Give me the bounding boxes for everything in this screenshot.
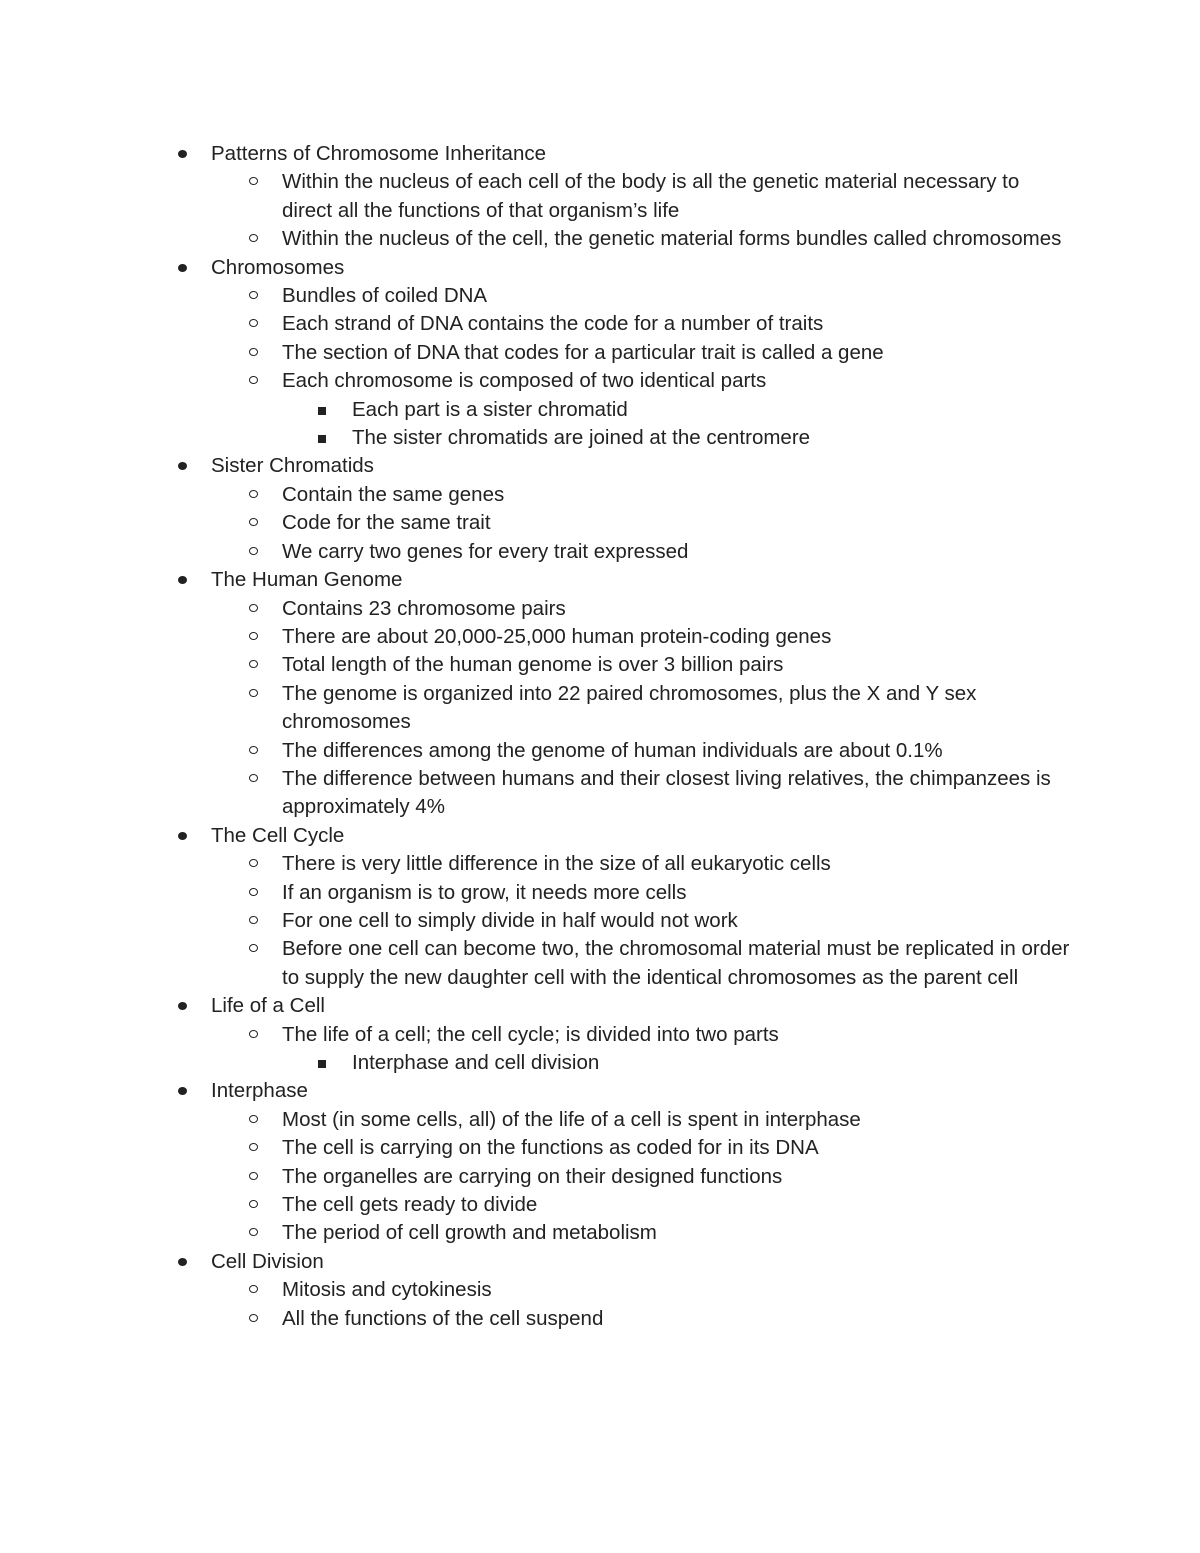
section-heading-text: The Human Genome xyxy=(211,568,403,592)
list-item-text: Contains 23 chromosome pairs xyxy=(282,596,566,620)
section-heading xyxy=(0,1248,1071,1276)
list-item-text: For one cell to simply divide in half would not work xyxy=(282,908,738,932)
list-item-text: The life of a cell; the cell cycle; is divided into two parts xyxy=(282,1022,779,1046)
list-item-text: If an organism is to grow, it needs more cells xyxy=(282,880,687,904)
hollow-bullet-icon xyxy=(249,859,258,867)
filled-bullet-icon xyxy=(178,150,187,158)
hollow-bullet-icon xyxy=(249,746,258,754)
hollow-bullet-icon xyxy=(249,916,258,924)
square-bullet-icon xyxy=(318,435,326,443)
filled-bullet-icon xyxy=(178,576,187,584)
list-item xyxy=(0,765,1072,822)
list-item-text: The period of cell growth and metabolism xyxy=(282,1221,657,1245)
list-item xyxy=(0,1305,1072,1333)
list-item-text: Each strand of DNA contains the code for a number of traits xyxy=(282,312,824,336)
list-item xyxy=(0,595,1072,623)
hollow-bullet-icon xyxy=(249,319,258,327)
section-heading xyxy=(0,1077,1071,1105)
section-heading xyxy=(0,452,1071,480)
sub-list-item xyxy=(0,424,1072,452)
section-heading-text: Life of a Cell xyxy=(211,994,325,1018)
outline-list xyxy=(0,140,1200,1333)
list-item xyxy=(0,1106,1072,1134)
list-item-text: The cell is carrying on the functions as coded for in its DNA xyxy=(282,1136,819,1160)
list-item xyxy=(0,481,1072,509)
list-item-text: The section of DNA that codes for a particular trait is called a gene xyxy=(282,340,884,364)
filled-bullet-icon xyxy=(178,832,187,840)
hollow-bullet-icon xyxy=(249,348,258,356)
list-item-text: The differences among the genome of human individuals are about 0.1% xyxy=(282,738,943,762)
section-heading xyxy=(0,254,1071,282)
list-item-text: There are about 20,000-25,000 human protein-coding genes xyxy=(282,624,832,648)
list-item xyxy=(0,1134,1072,1162)
sub-list-item-text: The sister chromatids are joined at the centromere xyxy=(352,426,811,450)
hollow-bullet-icon xyxy=(249,944,258,952)
list-item-text: Bundles of coiled DNA xyxy=(282,284,488,308)
list-item xyxy=(0,225,1072,253)
list-item-text: Code for the same trait xyxy=(282,511,491,535)
list-item-text: The organelles are carrying on their designed functions xyxy=(282,1164,783,1188)
hollow-bullet-icon xyxy=(249,177,258,185)
section-heading-text: The Cell Cycle xyxy=(211,823,345,847)
list-item xyxy=(0,282,1072,310)
list-item-text: We carry two genes for every trait expressed xyxy=(282,539,689,563)
section-heading-text: Cell Division xyxy=(211,1249,324,1273)
sub-list-item-text: Each part is a sister chromatid xyxy=(352,397,628,421)
hollow-bullet-icon xyxy=(249,234,258,242)
hollow-bullet-icon xyxy=(249,660,258,668)
sub-list-item xyxy=(0,396,1072,424)
list-item xyxy=(0,850,1072,878)
hollow-bullet-icon xyxy=(249,376,258,384)
list-item-text: There is very little difference in the size of all eukaryotic cells xyxy=(282,852,831,876)
filled-bullet-icon xyxy=(178,1087,187,1095)
list-item-text: Each chromosome is composed of two identical parts xyxy=(282,369,767,393)
list-item xyxy=(0,680,1072,737)
list-item xyxy=(0,1163,1072,1191)
section-heading-text: Chromosomes xyxy=(211,255,345,279)
list-item-text: Within the nucleus of the cell, the genetic material forms bundles called chromosomes xyxy=(282,227,1062,251)
list-item-text: Before one cell can become two, the chromosomal material must be replicated in order to supply the new daughter cell with the identical chromosomes as the parent cell xyxy=(282,937,1070,989)
hollow-bullet-icon xyxy=(249,547,258,555)
filled-bullet-icon xyxy=(178,264,187,272)
hollow-bullet-icon xyxy=(249,1172,258,1180)
list-item xyxy=(0,623,1072,651)
hollow-bullet-icon xyxy=(249,774,258,782)
hollow-bullet-icon xyxy=(249,1143,258,1151)
section-heading-text: Patterns of Chromosome Inheritance xyxy=(211,142,546,165)
hollow-bullet-icon xyxy=(249,689,258,697)
hollow-bullet-icon xyxy=(249,632,258,640)
list-item-text: Total length of the human genome is over 3 billion pairs xyxy=(282,653,784,677)
sub-list-item-text: Interphase and cell division xyxy=(352,1051,600,1074)
list-item xyxy=(0,538,1072,566)
hollow-bullet-icon xyxy=(249,1314,258,1322)
list-item xyxy=(0,879,1072,907)
list-item xyxy=(0,310,1072,338)
list-item-text: Contain the same genes xyxy=(282,482,505,506)
list-item xyxy=(0,367,1072,395)
hollow-bullet-icon xyxy=(249,291,258,299)
list-item xyxy=(0,1219,1072,1247)
list-item-text: All the functions of the cell suspend xyxy=(282,1306,604,1330)
list-item-text: The genome is organized into 22 paired chromosomes, plus the X and Y sex chromosomes xyxy=(282,681,977,734)
list-item-text: The cell gets ready to divide xyxy=(282,1193,538,1217)
list-item xyxy=(0,339,1072,367)
list-item-text: Most (in some cells, all) of the life of a cell is spent in interphase xyxy=(282,1107,861,1131)
section-heading xyxy=(0,822,1071,850)
list-item xyxy=(0,1021,1072,1049)
hollow-bullet-icon xyxy=(249,604,258,612)
list-item xyxy=(0,509,1072,537)
section-heading-text: Sister Chromatids xyxy=(211,454,374,478)
filled-bullet-icon xyxy=(178,1002,187,1010)
hollow-bullet-icon xyxy=(249,490,258,498)
list-item-text: The difference between humans and their closest living relatives, the chimpanzees is approximately 4% xyxy=(282,766,1051,819)
hollow-bullet-icon xyxy=(249,1285,258,1293)
list-item-text: Mitosis and cytokinesis xyxy=(282,1278,492,1302)
hollow-bullet-icon xyxy=(249,1228,258,1236)
square-bullet-icon xyxy=(318,1060,326,1068)
square-bullet-icon xyxy=(318,407,326,415)
list-item xyxy=(0,935,1072,992)
list-item-text: Within the nucleus of each cell of the body is all the genetic material necessary to direct all the functions of that organism’s life xyxy=(282,170,1020,222)
list-item xyxy=(0,1191,1072,1219)
hollow-bullet-icon xyxy=(249,1200,258,1208)
hollow-bullet-icon xyxy=(249,518,258,526)
hollow-bullet-icon xyxy=(249,1115,258,1123)
section-heading-text: Interphase xyxy=(211,1079,308,1103)
filled-bullet-icon xyxy=(178,462,187,470)
list-item xyxy=(0,737,1072,765)
section-heading xyxy=(0,140,1071,168)
filled-bullet-icon xyxy=(178,1258,187,1266)
sub-list-item xyxy=(0,1049,1072,1077)
hollow-bullet-icon xyxy=(249,1030,258,1038)
list-item xyxy=(0,907,1072,935)
list-item xyxy=(0,1276,1072,1304)
list-item xyxy=(0,651,1072,679)
section-heading xyxy=(0,566,1071,594)
section-heading xyxy=(0,992,1071,1020)
list-item xyxy=(0,168,1072,225)
hollow-bullet-icon xyxy=(249,888,258,896)
